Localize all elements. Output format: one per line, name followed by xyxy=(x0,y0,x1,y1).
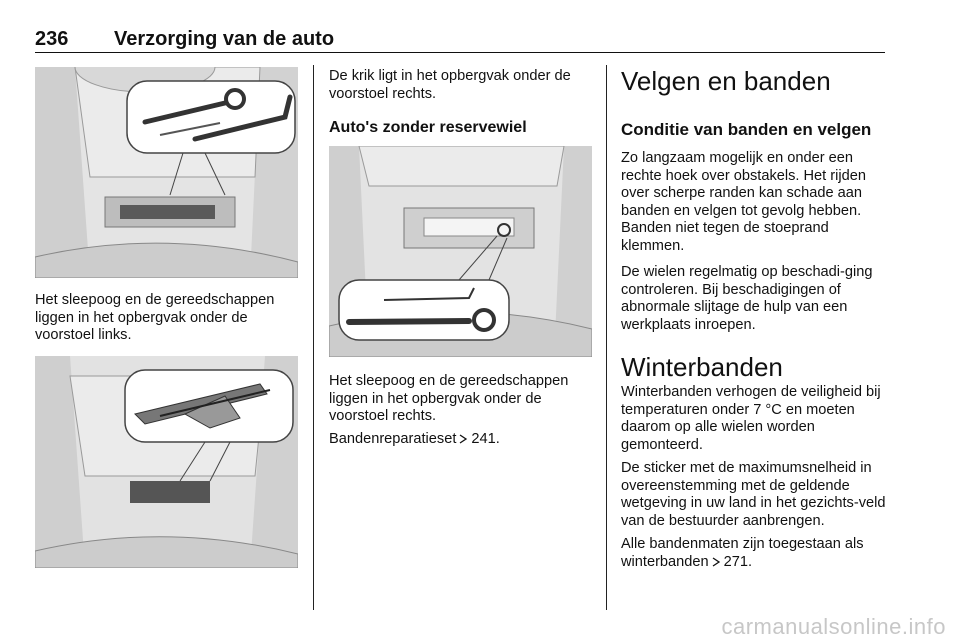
figure-tools-under-right-seat xyxy=(329,146,592,357)
figure-jack-under-seat xyxy=(35,356,298,568)
figure-tools-under-left-seat xyxy=(35,67,298,278)
repair-kit-label: Bandenreparatieset xyxy=(329,431,457,447)
winter-tyre-sizes-paragraph xyxy=(621,536,886,571)
caption-right-tools: Het sleepoog en de gereedschappen liggen in het opbergvak onder de voorstoel rechts. xyxy=(329,373,569,424)
repair-kit-reference xyxy=(329,431,597,449)
column-divider-left xyxy=(313,65,314,610)
heading-winter-tyres: Winterbanden xyxy=(621,352,783,382)
wheel-inspection-paragraph: De wielen regelmatig op beschadi-ging controleren. Bij beschadigingen of abnormale slijtage de hulp van een werkplaats inroepen. xyxy=(621,264,873,333)
repair-kit-page-link[interactable]: 241. xyxy=(471,431,500,447)
page-reference-icon xyxy=(711,557,721,567)
watermark: carmanualsonline.info xyxy=(721,614,946,639)
page-reference-icon xyxy=(458,434,468,444)
heading-rims-and-tyres: Velgen en banden xyxy=(621,66,831,96)
tyre-condition-paragraph: Zo langzaam mogelijk en onder een rechte hoek over obstakels. Het rijden over scherpe randen kan schade aan banden en velgen tot gevolg hebben. Banden niet tegen de stoeprand klemmen. xyxy=(621,150,866,254)
chapter-title: Verzorging van de auto xyxy=(114,28,335,50)
page-number: 236 xyxy=(35,28,69,50)
speed-sticker-paragraph: De sticker met de maximumsnelheid in overeenstemming met de geldende wetgeving in uw land in het gezichts-veld van de bestuurder aanbrengen. xyxy=(621,460,886,529)
column-divider-right xyxy=(606,65,607,610)
winter-tyre-sizes-page-link[interactable]: 271. xyxy=(723,553,753,570)
jack-location-text: De krik ligt in het opbergvak onder de voorstoel rechts. xyxy=(329,68,571,102)
heading-no-spare-wheel: Auto's zonder reservewiel xyxy=(329,119,527,136)
winter-tyre-sizes-text: Alle bandenmaten zijn toegestaan als winterbanden xyxy=(621,536,864,570)
winter-tyres-paragraph: Winterbanden verhogen de veiligheid bij temperaturen onder 7 °C en moeten daarom op alle wielen worden gemonteerd. xyxy=(621,384,881,453)
subheading-tyre-condition: Conditie van banden en velgen xyxy=(621,120,872,139)
caption-left-tools: Het sleepoog en de gereedschappen liggen in het opbergvak onder de voorstoel links. xyxy=(35,292,275,343)
page-header xyxy=(35,26,885,53)
